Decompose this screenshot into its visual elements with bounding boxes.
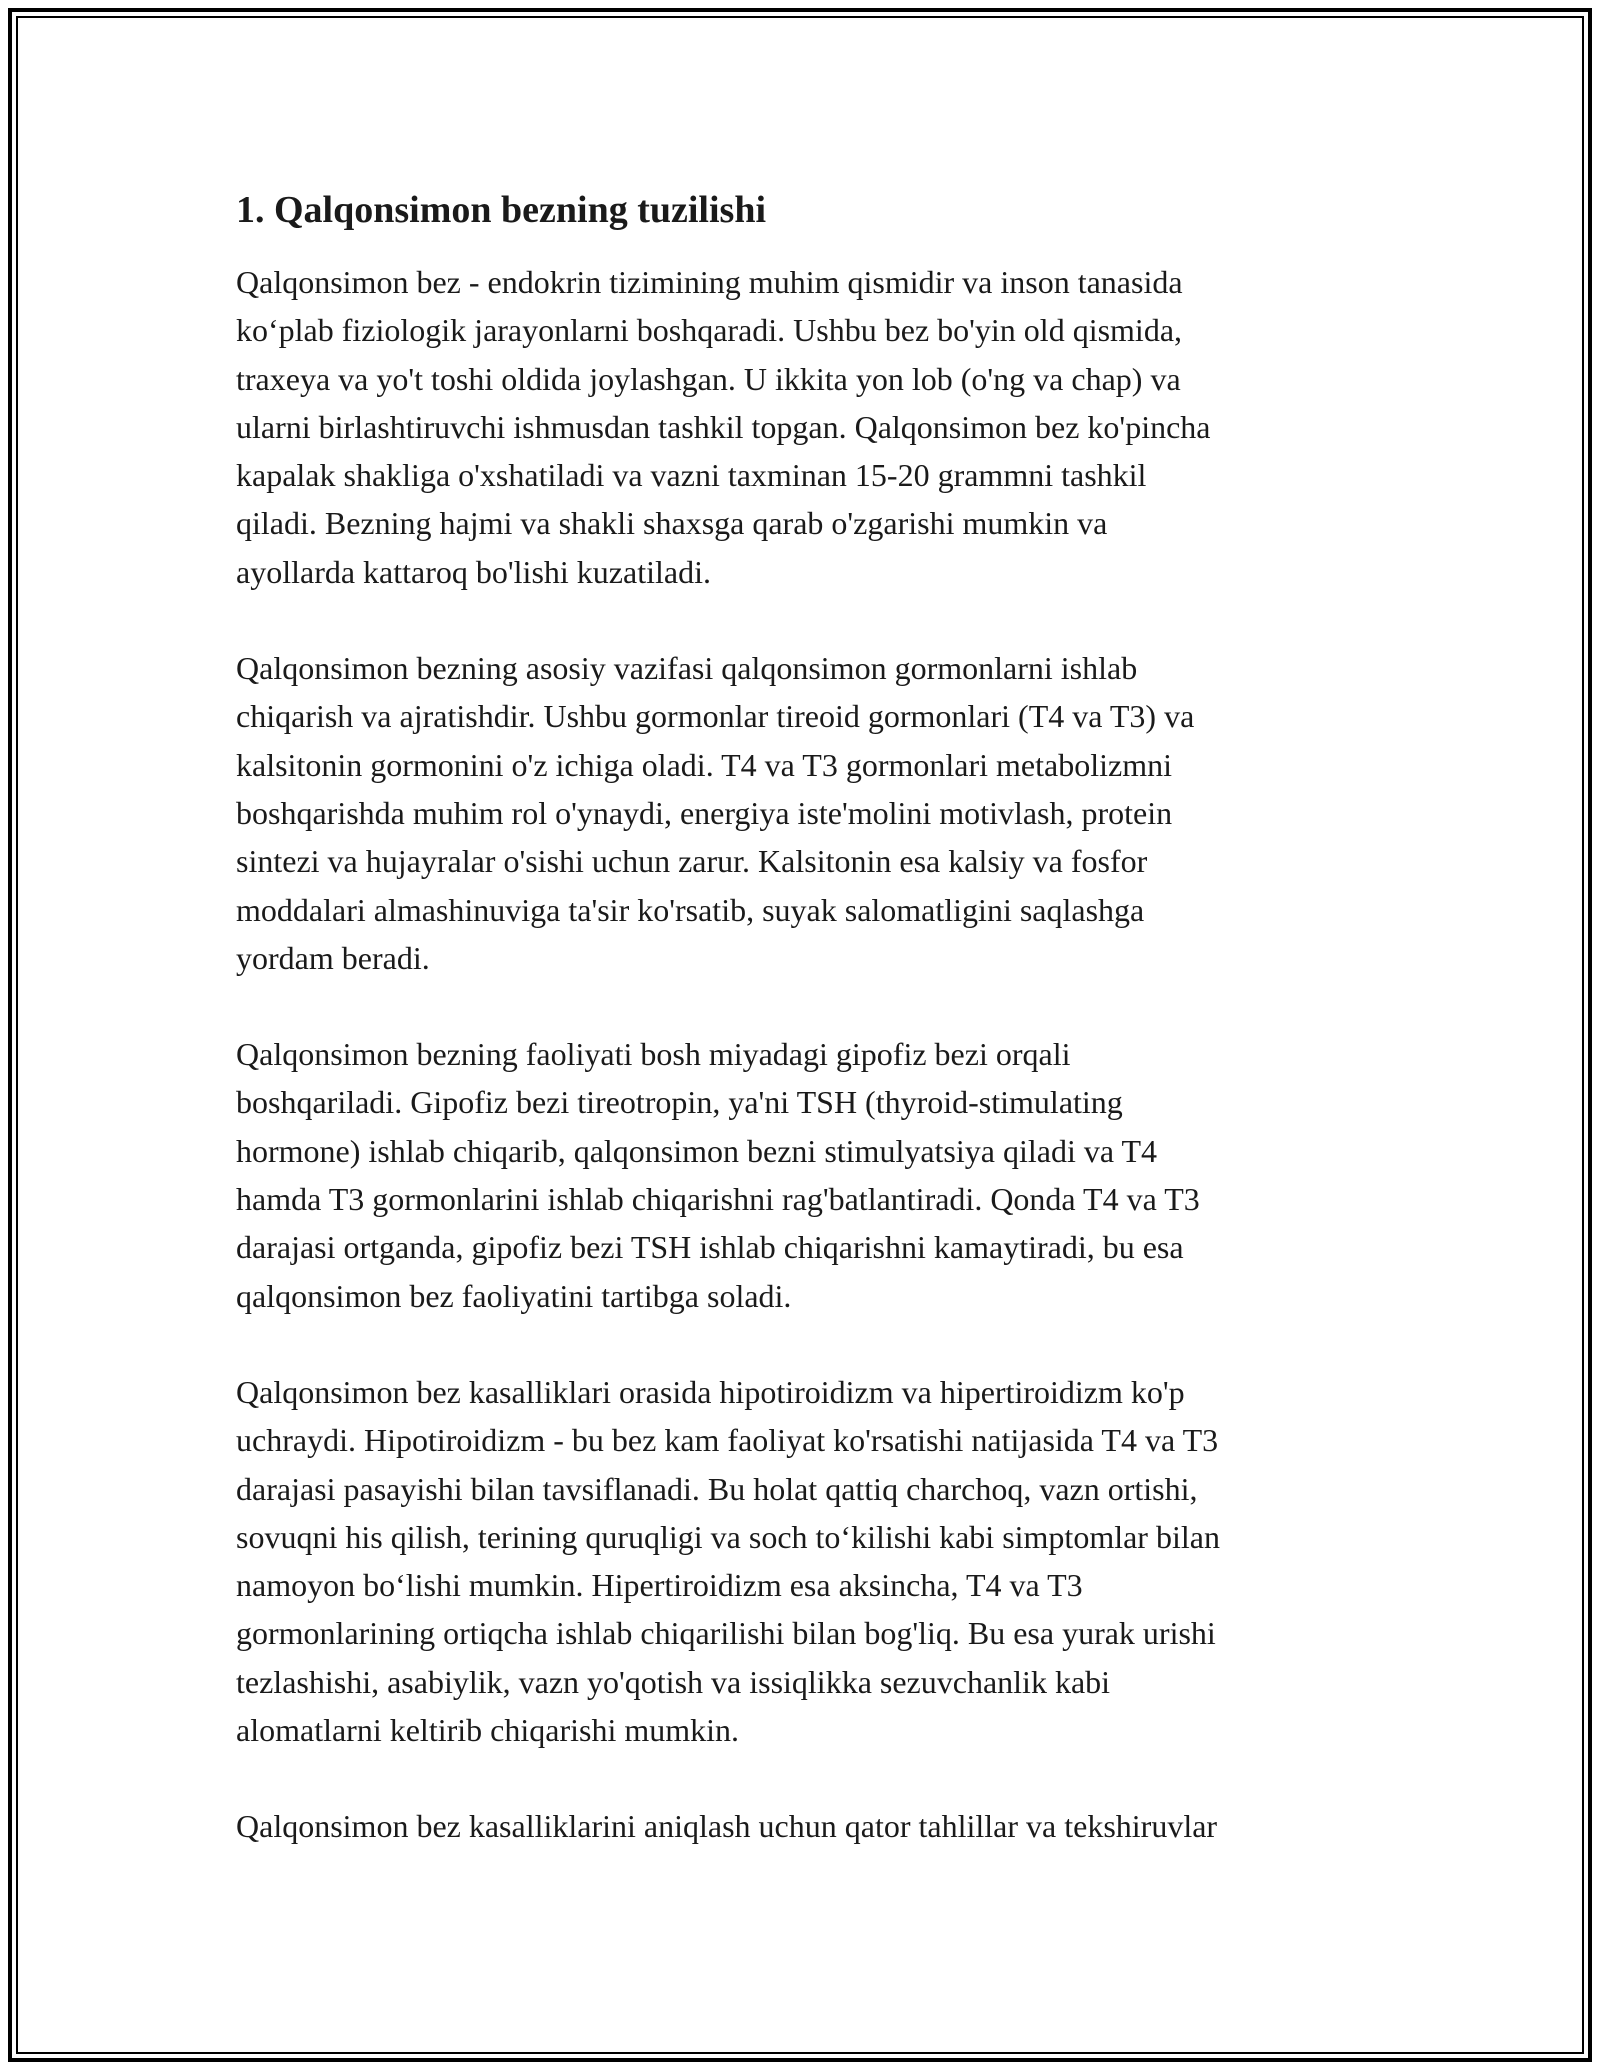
text-line: sintezi va hujayralar o'sishi uchun zarur. Kalsitonin esa kalsiy va fosfor <box>236 843 1148 880</box>
text-line: traxeya va yo't toshi oldida joylashgan. U ikkita yon lob (o'ng va chap) va <box>236 360 1181 397</box>
text-line: gormonlarining ortiqcha ishlab chiqarilishi bilan bog'liq. Bu esa yurak urishi <box>236 1615 1216 1652</box>
text-line: kapalak shakliga o'xshatiladi va vazni taxminan 15-20 grammni tashkil <box>236 457 1147 494</box>
paragraph-4 <box>236 1368 1376 1754</box>
document-body <box>236 186 1376 1899</box>
paragraph-2 <box>236 644 1376 982</box>
text-line: Qalqonsimon bezning faoliyati bosh miyadagi gipofiz bezi orqali <box>236 1036 1071 1073</box>
text-line: Qalqonsimon bez kasalliklarini aniqlash uchun qator tahlillar va tekshiruvlar <box>236 1808 1218 1845</box>
text-line: sovuqni his qilish, terining quruqligi va soch to‘kilishi kabi simptomlar bilan <box>236 1518 1220 1555</box>
paragraph-5 <box>236 1802 1376 1850</box>
text-line: tezlashishi, asabiylik, vazn yo'qotish va issiqlikka sezuvchanlik kabi <box>236 1663 1111 1700</box>
text-line: qiladi. Bezning hajmi va shakli shaxsga qarab o'zgarishi mumkin va <box>236 505 1108 542</box>
text-line: ularni birlashtiruvchi ishmusdan tashkil topgan. Qalqonsimon bez ko'pincha <box>236 408 1211 445</box>
text-line: alomatlarni keltirib chiqarishi mumkin. <box>236 1712 739 1749</box>
section-heading: 1. Qalqonsimon bezning tuzilishi <box>236 189 767 231</box>
text-line: ko‘plab fiziologik jarayonlarni boshqaradi. Ushbu bez bo'yin old qismida, <box>236 312 1183 349</box>
text-line: Qalqonsimon bezning asosiy vazifasi qalqonsimon gormonlarni ishlab <box>236 650 1138 687</box>
text-line: hamda T3 gormonlarini ishlab chiqarishni rag'batlantiradi. Qonda T4 va T3 <box>236 1181 1200 1218</box>
text-line: chiqarish va ajratishdir. Ushbu gormonlar tireoid gormonlari (T4 va T3) va <box>236 698 1195 735</box>
text-line: Qalqonsimon bez kasalliklari orasida hipotiroidizm va hipertiroidizm ko'p <box>236 1373 1185 1410</box>
text-line: ayollarda kattaroq bo'lishi kuzatiladi. <box>236 553 711 590</box>
text-line: darajasi pasayishi bilan tavsiflanadi. Bu holat qattiq charchoq, vazn ortishi, <box>236 1470 1198 1507</box>
text-line: moddalari almashinuviga ta'sir ko'rsatib, suyak salomatligini saqlashga <box>236 891 1145 928</box>
text-line: hormone) ishlab chiqarib, qalqonsimon bezni stimulyatsiya qiladi va T4 <box>236 1132 1158 1169</box>
text-line: darajasi ortganda, gipofiz bezi TSH ishlab chiqarishni kamaytiradi, bu esa <box>236 1229 1184 1266</box>
text-line: yordam beradi. <box>236 939 430 976</box>
text-line: Qalqonsimon bez - endokrin tizimining muhim qismidir va inson tanasida <box>236 264 1183 300</box>
paragraph-1 <box>236 258 1376 596</box>
paragraph-3 <box>236 1030 1376 1320</box>
text-line: namoyon bo‘lishi mumkin. Hipertiroidizm esa aksincha, T4 va T3 <box>236 1567 1083 1604</box>
text-line: kalsitonin gormonini o'z ichiga oladi. T4 va T3 gormonlari metabolizmni <box>236 746 1172 783</box>
text-line: uchraydi. Hipotiroidizm - bu bez kam faoliyat ko'rsatishi natijasida T4 va T3 <box>236 1422 1219 1459</box>
text-line: boshqariladi. Gipofiz bezi tireotropin, ya'ni TSH (thyroid-stimulating <box>236 1084 1123 1121</box>
text-line: qalqonsimon bez faoliyatini tartibga soladi. <box>236 1277 792 1314</box>
text-line: boshqarishda muhim rol o'ynaydi, energiya iste'molini motivlash, protein <box>236 794 1173 831</box>
